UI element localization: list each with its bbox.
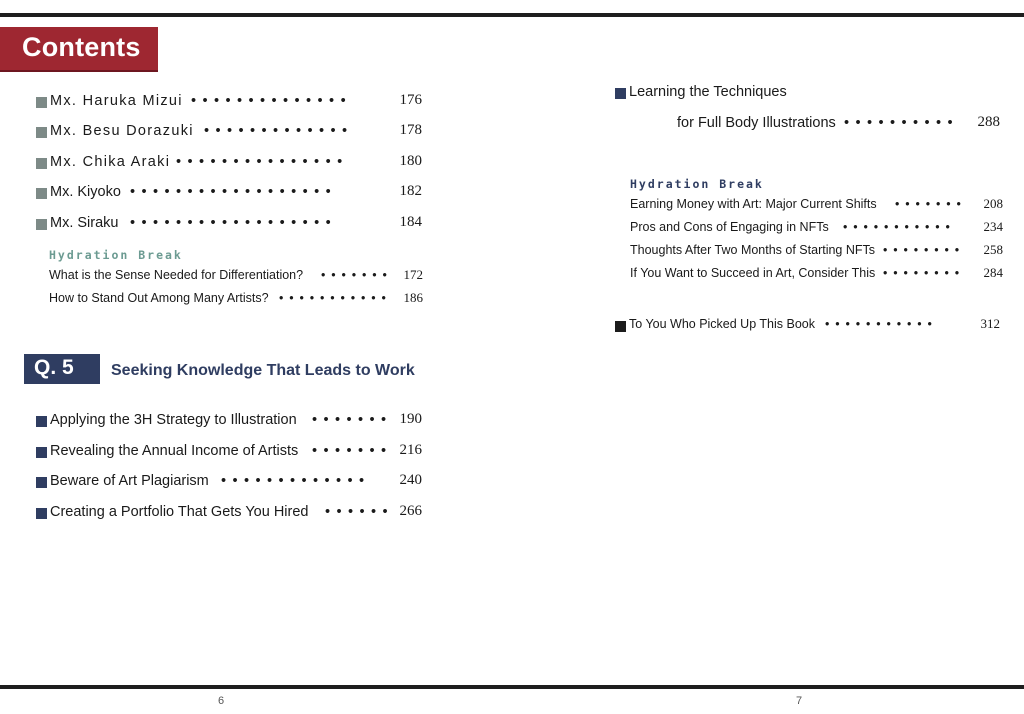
entry-title: Thoughts After Two Months of Starting NFTs [630, 243, 876, 257]
toc-entry[interactable] [36, 153, 422, 173]
page-number: 176 [399, 92, 422, 108]
bullet-square [36, 416, 47, 427]
leader-dots: • • • • • • • • • • • • • [204, 123, 349, 139]
bullet-square [36, 508, 47, 519]
leader-dots: • • • • • • • [321, 268, 389, 282]
page-number: 178 [399, 122, 422, 138]
page-number: 208 [983, 196, 1003, 211]
page-number: 184 [399, 214, 422, 230]
leader-dots: • • • • • • • • • • • • • [221, 473, 366, 489]
page-number: 182 [399, 183, 422, 199]
entry-title: Mx. Haruka Mizui [50, 93, 183, 109]
hydration-break-heading: Hydration Break [49, 248, 183, 262]
toc-entry[interactable] [49, 267, 423, 287]
toc-entry[interactable] [49, 290, 423, 310]
entry-title: To You Who Picked Up This Book [629, 317, 815, 331]
page-number: 284 [983, 265, 1003, 280]
entry-title: Mx. Siraku [50, 215, 119, 231]
toc-entry[interactable] [615, 114, 1000, 134]
page-number: 216 [399, 442, 422, 458]
hydration-break-heading: Hydration Break [630, 177, 764, 191]
toc-entry[interactable] [36, 92, 422, 112]
entry-title: If You Want to Succeed in Art, Consider This [630, 266, 876, 280]
leader-dots: • • • • • • • • • • [844, 115, 954, 131]
leader-dots: • • • • • • • • • • • [279, 291, 388, 305]
entry-title: Pros and Cons of Engaging in NFTs [630, 220, 829, 234]
entry-title-continued: for Full Body Illustrations [677, 115, 836, 131]
toc-entry[interactable] [36, 472, 422, 492]
toc-entry[interactable] [36, 503, 422, 523]
bullet-square [615, 88, 626, 99]
toc-entry[interactable] [36, 183, 422, 203]
top-rule [0, 13, 1024, 17]
toc-entry[interactable] [36, 214, 422, 234]
toc-entry[interactable] [36, 122, 422, 142]
leader-dots: • • • • • • • [895, 197, 963, 211]
toc-entry[interactable] [36, 442, 422, 462]
chapter-title: Seeking Knowledge That Leads to Work [111, 362, 415, 379]
right-page-number: 7 [796, 695, 803, 707]
entry-title: How to Stand Out Among Many Artists? [49, 291, 269, 305]
entry-title: Mx. Kiyoko [50, 184, 121, 200]
entry-title: Revealing the Annual Income of Artists [50, 443, 299, 459]
entry-title: Beware of Art Plagiarism [50, 473, 209, 489]
toc-entry-heading[interactable] [615, 83, 1005, 103]
leader-dots: • • • • • • • • • • • • • • • [176, 154, 344, 170]
leader-dots: • • • • • • • • [883, 243, 961, 257]
page-number: 312 [980, 316, 1000, 331]
toc-entry[interactable] [630, 219, 1003, 239]
leader-dots: • • • • • • • • • • • [843, 220, 952, 234]
page-number: 172 [403, 267, 423, 282]
chapter-badge [24, 354, 100, 384]
leader-dots: • • • • • • [325, 504, 389, 520]
bullet-square [36, 188, 47, 199]
leader-dots: • • • • • • • • [883, 266, 961, 280]
bullet-square [36, 219, 47, 230]
leader-dots: • • • • • • • • • • • • • • • • • • [130, 215, 332, 231]
bullet-square [36, 127, 47, 138]
bullet-square [615, 321, 626, 332]
toc-entry[interactable] [630, 242, 1003, 262]
leader-dots: • • • • • • • [312, 412, 388, 428]
page-number: 240 [399, 472, 422, 488]
bullet-square [36, 158, 47, 169]
bottom-rule [0, 685, 1024, 689]
page-number: 186 [403, 290, 423, 305]
leader-dots: • • • • • • • [312, 443, 388, 459]
toc-entry[interactable] [630, 265, 1003, 285]
entry-title: Creating a Portfolio That Gets You Hired [50, 504, 309, 520]
bullet-square [36, 477, 47, 488]
toc-entry[interactable] [630, 196, 1003, 216]
page-number: 190 [399, 411, 422, 427]
leader-dots: • • • • • • • • • • • [825, 317, 934, 331]
page-number: 266 [399, 503, 422, 519]
page-number: 234 [983, 219, 1003, 234]
left-page-number: 6 [218, 695, 225, 707]
page-number: 258 [983, 242, 1003, 257]
page-number: 180 [399, 153, 422, 169]
page-number: 288 [977, 114, 1000, 130]
entry-title: Mx. Chika Araki [50, 154, 171, 170]
entry-title: Applying the 3H Strategy to Illustration [50, 412, 297, 428]
entry-title: Mx. Besu Dorazuki [50, 123, 194, 139]
entry-title: Learning the Techniques [629, 84, 787, 100]
entry-title: Earning Money with Art: Major Current Shifts [630, 197, 877, 211]
bullet-square [36, 447, 47, 458]
entry-title: What is the Sense Needed for Differentiation? [49, 268, 304, 282]
leader-dots: • • • • • • • • • • • • • • [191, 93, 347, 109]
toc-entry[interactable] [36, 411, 422, 431]
contents-heading: Contents [22, 32, 141, 62]
toc-entry[interactable] [615, 316, 1000, 336]
contents-banner [0, 27, 158, 72]
chapter-number: Q. 5 [34, 356, 74, 379]
leader-dots: • • • • • • • • • • • • • • • • • • [130, 184, 332, 200]
bullet-square [36, 97, 47, 108]
